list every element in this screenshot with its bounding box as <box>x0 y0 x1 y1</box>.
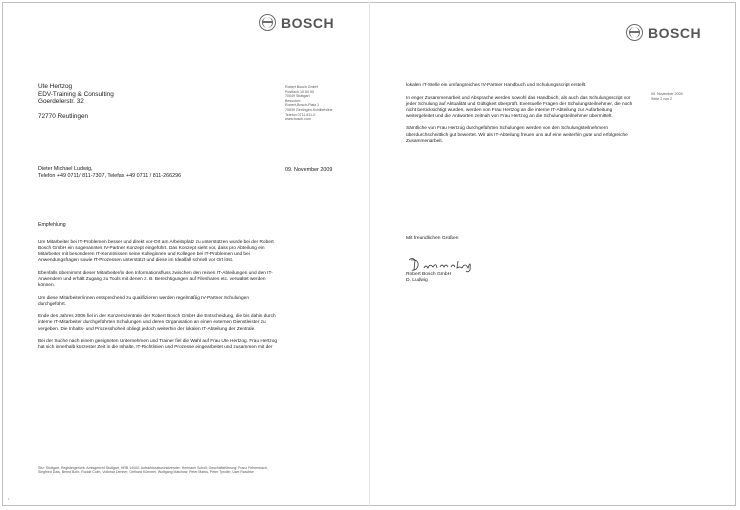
body-paragraph: Sämtliche von Frau Hertzog durchgeführten Schulungen werden von den Schulungsteilnehmern überdurchschnittlich gut bewertet. Wir als IT-Abteilung freuen uns auf eine weiterhin gute und erfolgreiche Zusammenarbeit. <box>406 126 628 144</box>
page-number: Seite 2 von 2 <box>651 96 672 101</box>
bosch-logo <box>259 14 334 31</box>
body-paragraph: Um diese Mitarbeiter/innen entsprechend zu qualifizieren werden regelmäßig IV-Partner Schulungen durchgeführt. <box>38 295 249 307</box>
sender-line: Robert-Bosch-Platz 1 <box>285 103 320 108</box>
recipient-name: Ute Hertzog <box>38 83 73 90</box>
page-2-date: 09. November 2009 <box>651 92 683 96</box>
sender-line: Besucher: <box>285 98 302 103</box>
recipient-address <box>38 83 114 121</box>
body-paragraph: Bei der Suche nach einem geeigneten Unternehmen und Trainer fiel die Wahl auf Frau Ute Hertzog. Frau Hertzog hat sich innerhalb kürzester Zeit in die Inhalte, IT-Richtlinien und Prozesse eingearbeitet und zusammen mit der <box>38 339 278 351</box>
bosch-armature-icon <box>626 24 643 41</box>
letter-subject: Empfehlung <box>38 222 66 228</box>
bosch-wordmark: BOSCH <box>648 24 702 41</box>
letter-page-2 <box>370 0 740 510</box>
recipient-street: Goerdelerstr. 32 <box>38 98 84 106</box>
bosch-wordmark: BOSCH <box>281 14 335 31</box>
recipient-company: EDV-Training & Consulting <box>38 90 114 98</box>
bosch-logo <box>626 24 701 41</box>
contact-name: Dieter Michael Ludwig, <box>38 166 93 172</box>
sender-line: 70049 Stuttgart <box>285 94 310 99</box>
body-paragraph: In enger Zusammenarbeit und Absprache werden sowohl das Handbuch, als auch das Schulungsscript vor jeder Schulung auf Aktualität und Gültigkeit überprüft. Eventuelle Fragen der Schulungsteilnehmer, die noch nicht berücksichtigt wurden, werden von Frau Hertzog an die interne IT-Abteilung zur Aufarbeitung weitergeleitet und die Antworten zeitnah von Frau Hertzog an die Schulungsteilnehmer übermittelt. <box>406 95 633 119</box>
letter-body-page-2 <box>406 83 634 151</box>
recipient-city: 72770 Reutlingen <box>38 113 89 121</box>
body-paragraph: lokalen IT-Stelle ein umfangreiches IV-Partner Handbuch und Schulungsscript erstellt. <box>406 83 587 88</box>
sender-line: Postfach 10 60 50 <box>285 89 314 94</box>
closing-phrase: Mit freundlichen Grüßen <box>406 236 459 241</box>
sender-line: Robert Bosch GmbH <box>285 85 319 89</box>
body-paragraph: Ende des Jahres 2006 fiel in der Konzernzentrale der Robert Bosch GmbH die Entscheidung, die bis dahin durch interne IT-Mitarbeiter durchgeführten Schulungen und deren Organisation an einen externen Dienstleister zu vergeben. Die Inhalts- und Prozesshoheit obliegt jedoch weiterhin der lokalen IT-Abteilung der Zentrale. <box>38 314 276 332</box>
contact-info <box>38 166 181 180</box>
contact-phone: Telefon +49 0711/ 811-7307, Telefax +49 0711 / 811-266296 <box>38 172 182 179</box>
page-2-header <box>651 92 683 101</box>
page-mark: 1 <box>8 497 10 501</box>
signature-name: D. Ludwig <box>406 278 428 284</box>
signature-graphic <box>406 254 496 274</box>
sender-line: Telefon 0711 811-0 <box>285 112 316 117</box>
sender-line: www.bosch.com <box>285 117 311 122</box>
bosch-armature-icon <box>259 14 276 31</box>
body-paragraph: Um Mitarbeiter bei IT-Problemen besser und direkt vor-Ort am Arbeitsplatz zu unterstützen wurde bei der Robert Bosch GmbH ein sogenanntes IV-Partner Konzept eingeführt. Das Konzept sieht vor, dass pro Abteilung ein Mitarbeiter mit besonderen IT-Kenntnissen seine Kolleginnen und Kollegen bei IT-Problemen und bei Anwendungsfragen sowie IT-Prozessen unterstützt und diese im Idealfall schnell vor Ort löst. <box>38 240 274 264</box>
sender-address <box>285 85 333 122</box>
letter-body-page-1 <box>38 240 278 358</box>
company-footer: Sitz: Stuttgart, Registergericht: Amtsgericht Stuttgart, HRB 14000; Aufsichtsratsvorsitzender: Hermann Scholl; Geschäftsführung: Franz Fehrenbach, Siegfried Dais, Bernd Bohr, Rudolf Colm, Volkmar Denner, Gerhard Kümmel, Wolfgang Malchow, Peter Marks, Peter Tyroller, Uwe Raschke <box>38 466 268 475</box>
sender-line: 70839 Gerlingen-Schillerhöhe <box>285 107 333 112</box>
signature-block <box>406 272 451 285</box>
body-paragraph: Ebenfalls übernimmt dieser Mitarbeiter/in den Informationsfluss zwischen den reinen IT-Abteilungen und den IT-Anwendern und erhält Zugang zu Tools mit denen z. B. Berechtigungen auf Fileshares etc. verwaltet werden können. <box>38 270 273 289</box>
signature-company: Robert Bosch GmbH <box>406 272 452 277</box>
letter-date: 09. November 2009 <box>285 167 333 173</box>
